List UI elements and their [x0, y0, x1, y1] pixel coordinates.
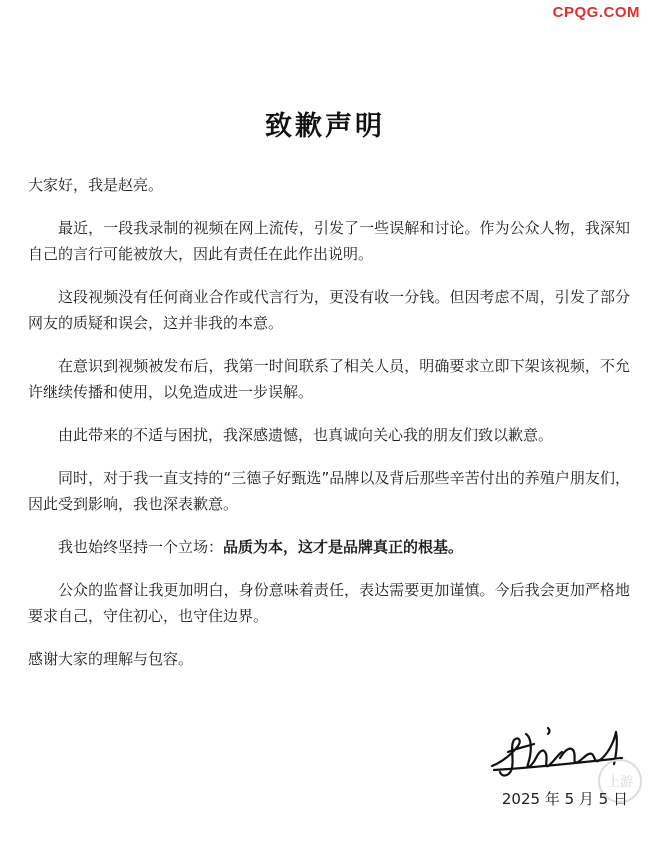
- paragraph-4: 由此带来的不适与困扰，我深感遗憾，也真诚向关心我的朋友们致以歉意。: [58, 426, 554, 444]
- document-date: 2025 年 5 月 5 日: [501, 790, 628, 808]
- stance-prefix: 我也始终坚持一个立场：: [58, 538, 224, 556]
- paragraph-6: 公众的监督让我更加明白，身份意味着责任，表达需要更加谨慎。今后我会更加严格地要求自己，守住初心，也守住边界。: [28, 581, 630, 625]
- greeting: 大家好，我是赵亮。: [28, 176, 164, 194]
- stamp-watermark-label: 上游: [606, 775, 634, 790]
- stance-bold: 品质为本，这才是品牌真正的根基。: [223, 538, 464, 556]
- paragraph-5: 同时，对于我一直支持的“三德子好甄选”品牌以及背后那些辛苦付出的养殖户朋友们，因此受到影响，我也深表歉意。: [28, 469, 630, 513]
- document-title: 致歉声明: [265, 111, 385, 142]
- statement-body: [28, 172, 630, 689]
- paragraph-3: 在意识到视频被发布后，我第一时间联系了相关人员，明确要求立即下架该视频，不允许继续传播和使用，以免造成进一步误解。: [28, 357, 630, 401]
- site-watermark: CPQG.COM: [552, 4, 640, 21]
- paragraph-2: 这段视频没有任何商业合作或代言行为，更没有收一分钱。但因考虑不周，引发了部分网友的质疑和误会，这并非我的本意。: [28, 288, 630, 332]
- paragraph-1: 最近，一段我录制的视频在网上流传，引发了一些误解和讨论。作为公众人物，我深知自己的言行可能被放大，因此有责任在此作出说明。: [28, 219, 630, 263]
- stance-paragraph: [28, 534, 630, 560]
- closing: 感谢大家的理解与包容。: [28, 650, 194, 668]
